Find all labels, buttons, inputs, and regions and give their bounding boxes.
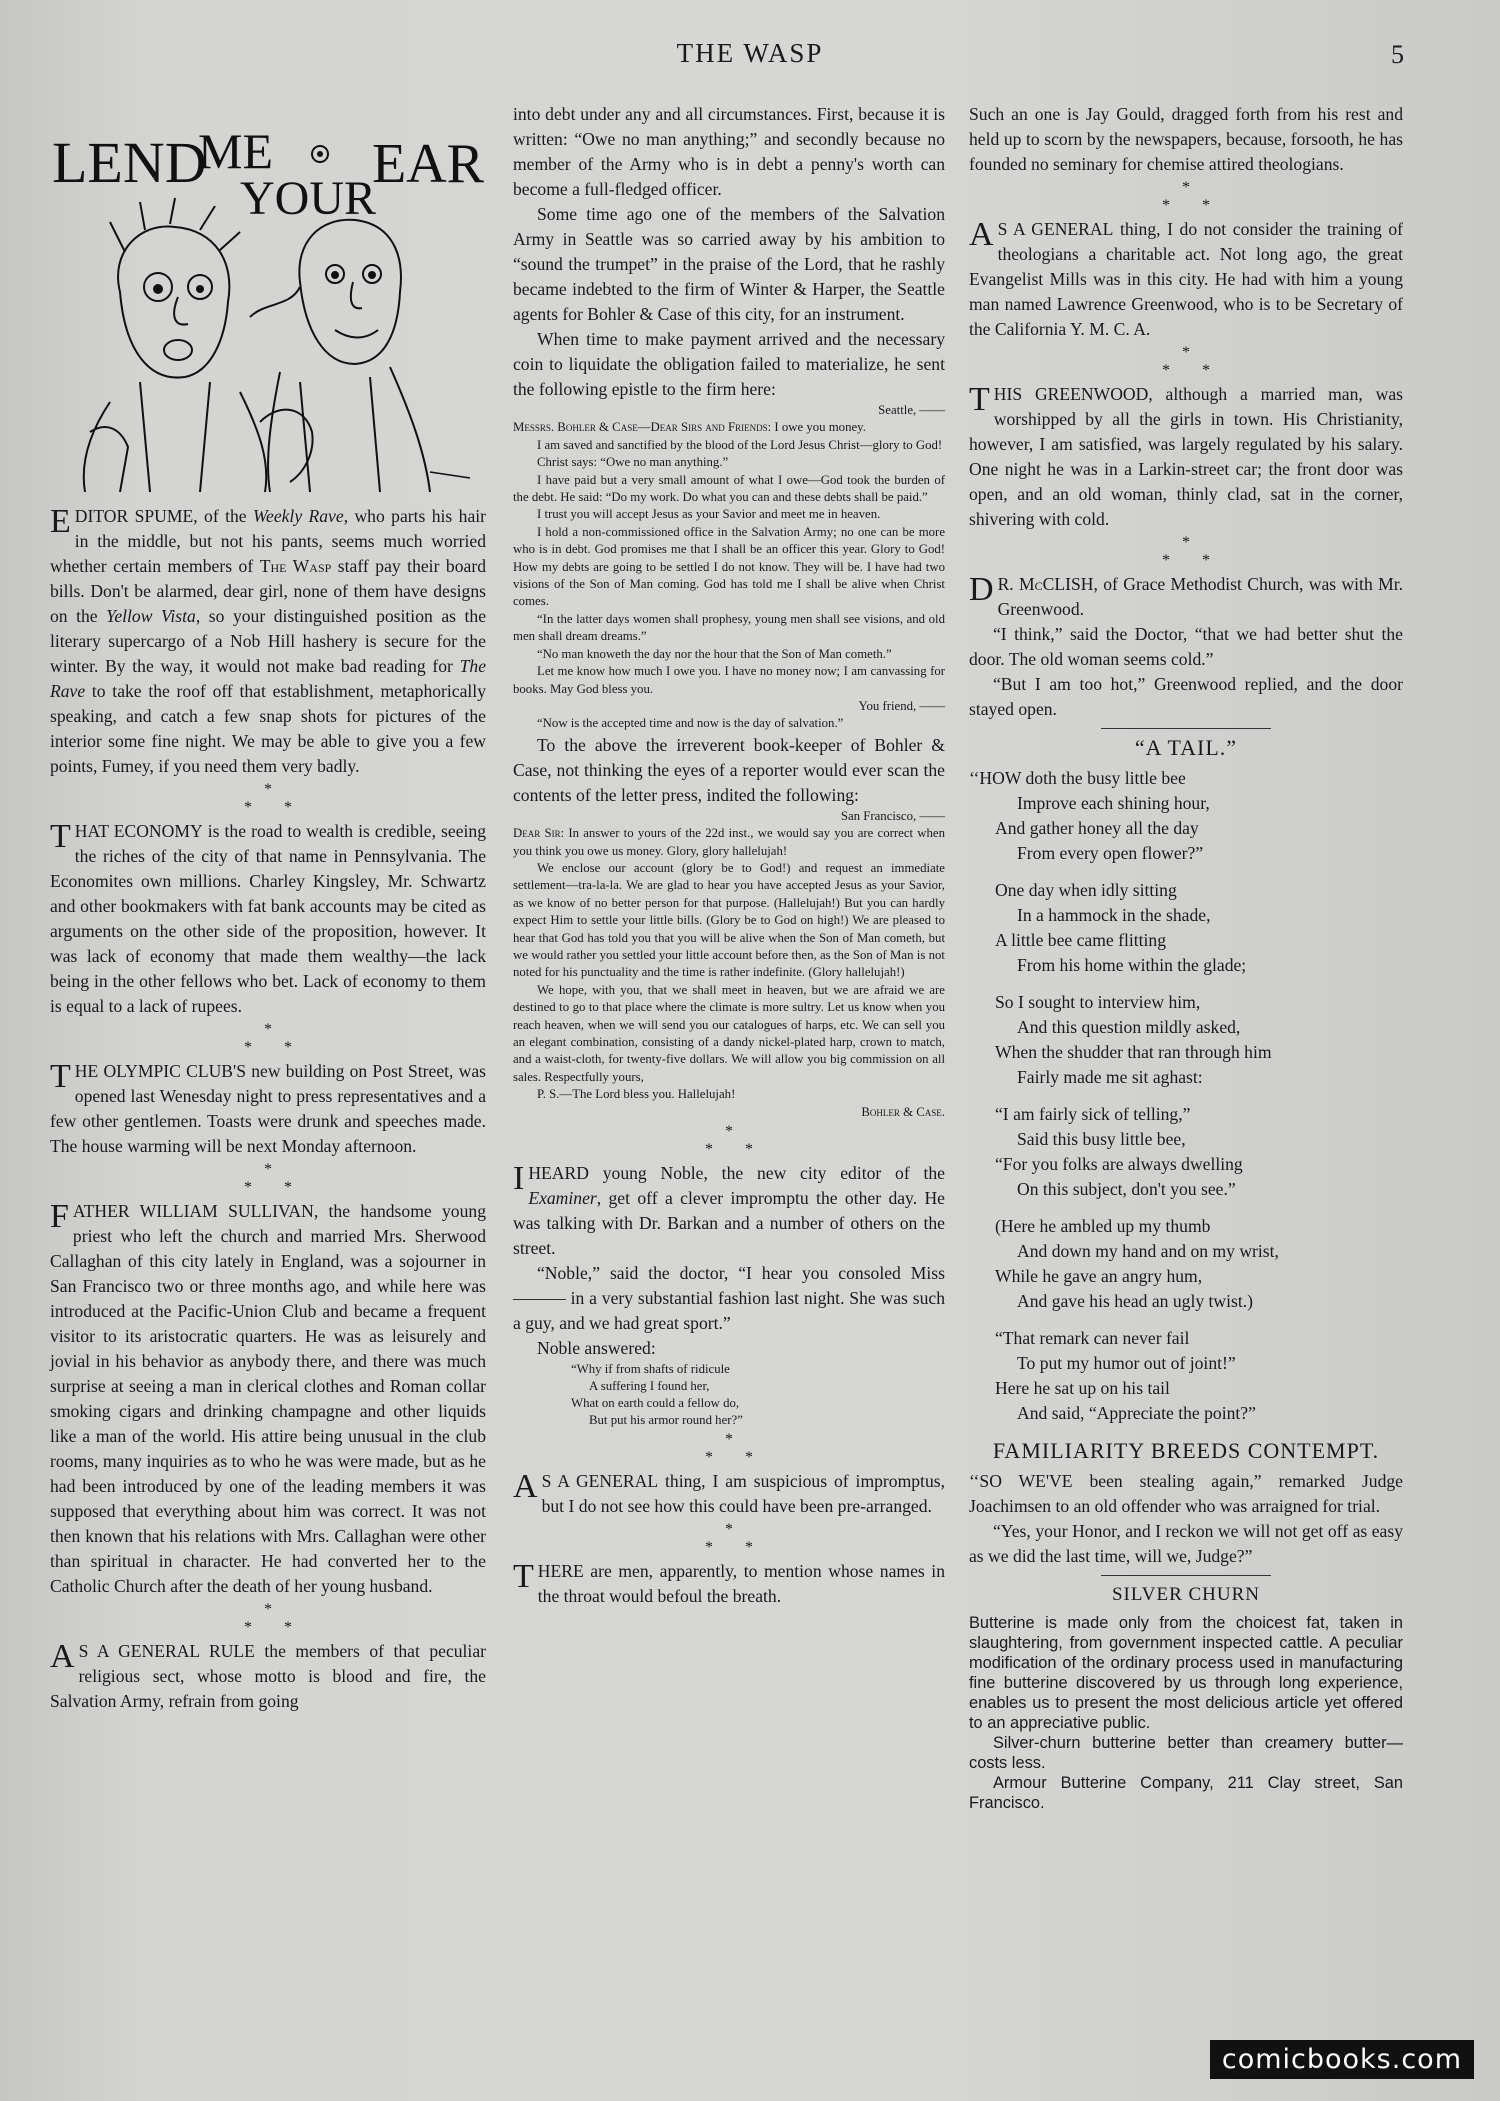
greenwood-paragraph: THIS GREENWOOD, although a married man, was worshipped by all the girls in town. His Christianity, however, I am satisfied, was largely regulated by his salary. One night he was in a Larkin-street car; the front door was open, and an old woman, thinly clad, sat in the corner, shivering with cold. <box>969 381 1403 529</box>
poem-line: (Here he ambled up my thumb <box>995 1216 1211 1236</box>
seattle-letter <box>513 402 945 733</box>
silver-churn-heading: SILVER CHURN <box>1111 1584 1260 1605</box>
letter-line: I hold a non-commissioned office in the Salvation Army; no one can be more who is in debt. God promises me that I shall be an officer this year. Glory to God! How my debts are going to be settled I do not know. They will be. I have had two visions of the Son of Man coming. God has told me I shall be alive when Christ comes. <box>513 524 945 609</box>
page-number: 5 <box>1391 40 1404 69</box>
section-stars: * * * <box>1162 534 1210 569</box>
impromptu-verse <box>513 1361 945 1429</box>
letter-line: “In the latter days women shall prophesy, young men shall see visions, and old men shall dream dreams.” <box>513 611 945 644</box>
poem-line: And this question mildly asked, <box>1017 1017 1241 1037</box>
verse-line: What on earth could a fellow do, <box>571 1396 740 1411</box>
general-rule-paragraph: A S A GENERAL RULE the members of that peculiar religious sect, whose motto is blood and fire, the Salvation Army, refrain from going <box>50 1638 486 1711</box>
section-stars: * * * <box>1162 344 1210 379</box>
title-word-1: LEND <box>52 130 207 195</box>
verse-line: But put his armor round her?” <box>589 1413 743 1428</box>
poem-line: From his home within the glade; <box>1017 955 1247 975</box>
letter-place: San Francisco, —— <box>840 808 945 823</box>
suspicious-paragraph: A S A GENERAL thing, I am suspicious of impromptus, but I do not see how this could have been pre-arranged. <box>513 1468 945 1517</box>
poem-line: One day when idly sitting <box>995 880 1177 900</box>
poem-line: So I sought to interview him, <box>995 992 1201 1012</box>
a-tail-poem <box>969 766 1403 1426</box>
poem-line: In a hammock in the shade, <box>1017 905 1211 925</box>
poem-line: On this subject, don't you see.” <box>1017 1179 1236 1199</box>
ad-paragraph: Armour Butterine Company, 211 Clay street, San Francisco. <box>969 1774 1403 1812</box>
verse-line: A suffering I found her, <box>589 1379 710 1394</box>
section-stars: * * * <box>244 1161 292 1196</box>
column-1 <box>50 102 486 1714</box>
poem-line: From every open flower?” <box>1017 843 1204 863</box>
column-3 <box>969 102 1403 1813</box>
running-head: THE WASP <box>676 38 824 68</box>
young-noble-paragraph: I HEARD young Noble, the new city editor of the Examiner, get off a clever impromptu the other day. He was talking with Dr. Barkan and a number of others on the street. <box>513 1160 945 1259</box>
lend-me-your-ear-title-art <box>50 102 486 494</box>
section-rule <box>1101 728 1271 729</box>
there-are-men-paragraph: THERE are men, apparently, to mention whose names in the throat would befoul the breath. <box>513 1558 945 1607</box>
doctor-quote-paragraph: “Noble,” said the doctor, “I hear you consoled Miss ——— in a very substantial fashion last night. She was such a guy, and we had great sport.” <box>513 1263 945 1334</box>
poem-line: Here he sat up on his tail <box>995 1378 1170 1398</box>
letter-line: I trust you will accept Jesus as your Savior and meet me in heaven. <box>537 507 881 522</box>
poem-line: A little bee came flitting <box>995 930 1166 950</box>
letter-closing: You friend, —— <box>858 698 945 713</box>
poem-line: When the shudder that ran through him <box>995 1042 1272 1062</box>
silver-churn-advertisement <box>969 1613 1403 1813</box>
letter-line: I am saved and sanctified by the blood of the Lord Jesus Christ—glory to God! <box>537 437 943 452</box>
letter-line: Christ says: “Owe no man anything.” <box>537 455 729 470</box>
poem-line: While he gave an angry hum, <box>995 1266 1203 1286</box>
poem-stanza <box>995 878 1403 978</box>
mcclish-paragraph: D R. McCLISH, of Grace Methodist Church, was with Mr. Greenwood. <box>969 571 1404 619</box>
familiarity-heading: FAMILIARITY BREEDS CONTEMPT. <box>992 1438 1380 1463</box>
poem-stanza <box>995 990 1403 1090</box>
poem-line: And said, “Appreciate the point?” <box>1017 1403 1256 1423</box>
offender-reply: “Yes, your Honor, and I reckon we will not get off as easy as we did the last time, will we, Judge?” <box>969 1521 1403 1566</box>
economy-paragraph: THAT ECONOMY is the road to wealth is credible, seeing the riches of the city of that name in Pennsylvania. The Economites own millions. Charley Kingsley, Mr. Schwartz and other bookmakers with fat bank accounts may be cited as arguments on the other side of the proposition, however. It was lack of economy that made them wealthy—the lack being in the other fellows who bet. Lack of economy to them is equal to a lack of rupees. <box>50 818 486 1016</box>
letter-salutation: Dear Sir: In answer to yours of the 22d inst., we would say you are correct when you think you owe us money. Glory, glory hallelujah! <box>513 826 945 858</box>
section-stars: * * * <box>244 1601 292 1636</box>
title-word-2: ME <box>198 123 273 179</box>
poem-line: And gather honey all the day <box>995 818 1199 838</box>
poem-line: “For you folks are always dwelling <box>995 1154 1243 1174</box>
jay-gould-paragraph: Such an one is Jay Gould, dragged forth from his rest and held up to scorn by the newspapers, because, forsooth, he has founded no seminary for chemise attired theologians. <box>969 104 1403 174</box>
doctor-remark: “I think,” said the Doctor, “that we had better shut the door. The old woman seems cold.” <box>969 624 1403 669</box>
letter-salutation: Messrs. Bohler & Case—Dear Sirs and Friends: I owe you money. <box>513 420 866 435</box>
poem-line: And down my hand and on my wrist, <box>1017 1241 1279 1261</box>
section-stars: * * * <box>705 1123 753 1159</box>
training-paragraph: A S A GENERAL thing, I do not consider the training of theologians a charitable act. Not long ago, the great Evangelist Mills was in this city. He had with him a young man named Lawrence Greenwood, who is to be Secretary of the California Y. M. C. A. <box>969 216 1403 339</box>
verse-line: “Why if from shafts of ridicule <box>571 1362 730 1377</box>
noble-answered: Noble answered: <box>537 1338 656 1359</box>
judge-paragraph: ‘‘SO WE'VE been stealing again,” remarked Judge Joachimsen to an old offender who was arraigned for trial. <box>969 1471 1403 1516</box>
poem-stanza <box>995 1102 1403 1202</box>
salvation-army-paragraph: into debt under any and all circumstances. First, because it is written: “Owe no man anything;” and secondly because no member of the Army who is in debt a penny's worth can become a full-fledged officer. <box>513 104 945 199</box>
letter-line: Let me know how much I owe you. I have no money now; I am canvassing for books. May God bless you. <box>513 664 945 696</box>
olympic-club-paragraph: THE OLYMPIC CLUB'S new building on Post Street, was opened last Wenesday night to press representatives and a few other gentlemen. Toasts were drunk and speeches made. The house warming will be next Monday afternoon. <box>50 1058 487 1156</box>
letter-place: Seattle, —— <box>878 403 945 417</box>
column-2 <box>513 102 945 1609</box>
poem-line: “That remark can never fail <box>995 1328 1190 1348</box>
poem-line: Fairly made me sit aghast: <box>1017 1067 1203 1087</box>
san-francisco-letter <box>513 808 945 1121</box>
letter-postscript: P. S.—The Lord bless you. Hallelujah! <box>537 1087 736 1102</box>
poem-stanza <box>995 1214 1403 1314</box>
poem-line: “I am fairly sick of telling,” <box>995 1104 1191 1124</box>
watermark-logo: comicbooks.com <box>1210 2040 1474 2079</box>
section-stars: * * * <box>244 781 292 816</box>
title-word-4: EAR <box>372 133 484 195</box>
section-stars: * * * <box>244 1021 292 1056</box>
poem-line: ‘‘HOW doth the busy little bee <box>969 768 1186 788</box>
letter-line: We hope, with you, that we shall meet in heaven, but we are afraid we are destined to go to that place where the climate is more sultry. Let us know when you reach heaven, when we will send you our catalogues of harps, etc. We can sell you an elegant combination, consisting of a dandy nickel-plated harp, crown to match, and a waist-cloth, for twenty-five dollars. We will allow you big commission on all sales. Respectfully yours, <box>513 982 945 1084</box>
letter-line: “No man knoweth the day nor the hour that the Son of Man cometh.” <box>537 646 892 661</box>
poem-line: And gave his head an ugly twist.) <box>1017 1291 1254 1311</box>
section-stars: * * * <box>705 1431 753 1467</box>
ad-paragraph: Silver-churn butterine better than creamery butter—costs less. <box>969 1734 1403 1772</box>
ad-paragraph: Butterine is made only from the choicest fat, taken in slaughtering, from government inspected cattle. A peculiar modification of the ordinary process used in manufacturing fine butterine discovered by us through long experience, enables us to present the most delicious article yet offered to an appreciative public. <box>969 1614 1403 1732</box>
a-tail-heading: “A TAIL.” <box>1134 735 1238 760</box>
editor-spume-paragraph: EDITOR SPUME, of the Weekly Rave, who parts his hair in the middle, but not his pants, seems much worried whether certain members of The Wasp staff pay their board bills. Don't be alarmed, dear girl, none of them have designs on the Yellow Vista, so your distinguished position as the literary supercargo of a Nob Hill hashery is secure for the winter. By the way, it would not make bad reading for The Rave to take the roof off that establishment, metaphorically speaking, and catch a few snap shots for pictures of the interior some fine night. We may be able to give you a few points, Fumey, if you need them very badly. <box>50 503 487 776</box>
poem-line: To put my humor out of joint!” <box>1017 1353 1236 1373</box>
letter-line: We enclose our account (glory be to God!) and request an immediate settlement—tra-la-la. We are glad to hear you have accepted Jesus as your Savior, as we know of no better person for that purpose. (Hallelujah!) But you can hardly expect Him to settle your little bills. (Glory be to God on high!) We are pleased to hear that God has told you that you will be alive when the Son of Man cometh, but we would rather you settled your little account before then, as the Son of Man is not noted for his punctuality and the time is rather indefinite. (Glory hallelujah!) <box>513 860 945 980</box>
title-word-3: YOUR <box>240 172 377 225</box>
poem-line: Improve each shining hour, <box>1017 793 1210 813</box>
letter-postscript: “Now is the accepted time and now is the day of salvation.” <box>537 716 844 731</box>
poem-stanza <box>995 1326 1403 1426</box>
letter-line: I have paid but a very small amount of what I owe—God took the burden of the debt. He said: “Do my work. Do what you can and these debts shall be paid.” <box>513 472 945 505</box>
section-rule <box>1101 1575 1271 1576</box>
seattle-paragraph: Some time ago one of the members of the Salvation Army in Seattle was so carried away by his ambition to “sound the trumpet” in the praise of the Lord, that he rashly became indebted to the firm of Winter & Harper, the Seattle agents for Bohler & Case of this city, for an instrument. <box>513 204 945 324</box>
letter-signature: Bohler & Case. <box>861 1104 945 1119</box>
caricature-illustration <box>50 102 486 494</box>
section-stars: * * * <box>1162 179 1210 214</box>
greenwood-reply: “But I am too hot,” Greenwood replied, and the door stayed open. <box>969 674 1403 719</box>
epistle-intro-paragraph: When time to make payment arrived and the necessary coin to liquidate the obligation failed to materialize, he sent the following epistle to the firm here: <box>513 329 945 399</box>
poem-line: Said this busy little bee, <box>1017 1129 1186 1149</box>
father-sullivan-paragraph: FATHER WILLIAM SULLIVAN, the handsome young priest who left the church and married Mrs. Sherwood Callaghan of this city lately in England, was a sojourner in San Francisco two or three months ago, and while here was introduced at the Pacific-Union Club and became a frequent visitor to its aristocratic quarters. He was as leisurely and jovial in his behavior as anybody there, and there was much surprise at seeing a man in clerical clothes and Roman collar smoking cigars and drinking champagne and other liquids like a man of the world. His attire being unusual in the club rooms, many inquiries as to who he was were made, but as he had been introduced by one of the leading members it was supposed that everything about him was correct. It was not then known that his relations with Mrs. Callaghan were other than spiritual in character. He had converted her to the Catholic Church after the death of her young husband. <box>50 1198 486 1596</box>
poem-stanza <box>969 766 1403 866</box>
section-stars: * * * <box>705 1521 753 1557</box>
bookkeeper-paragraph: To the above the irreverent book-keeper of Bohler & Case, not thinking the eyes of a reporter would ever scan the contents of the letter press, indited the following: <box>513 734 945 805</box>
